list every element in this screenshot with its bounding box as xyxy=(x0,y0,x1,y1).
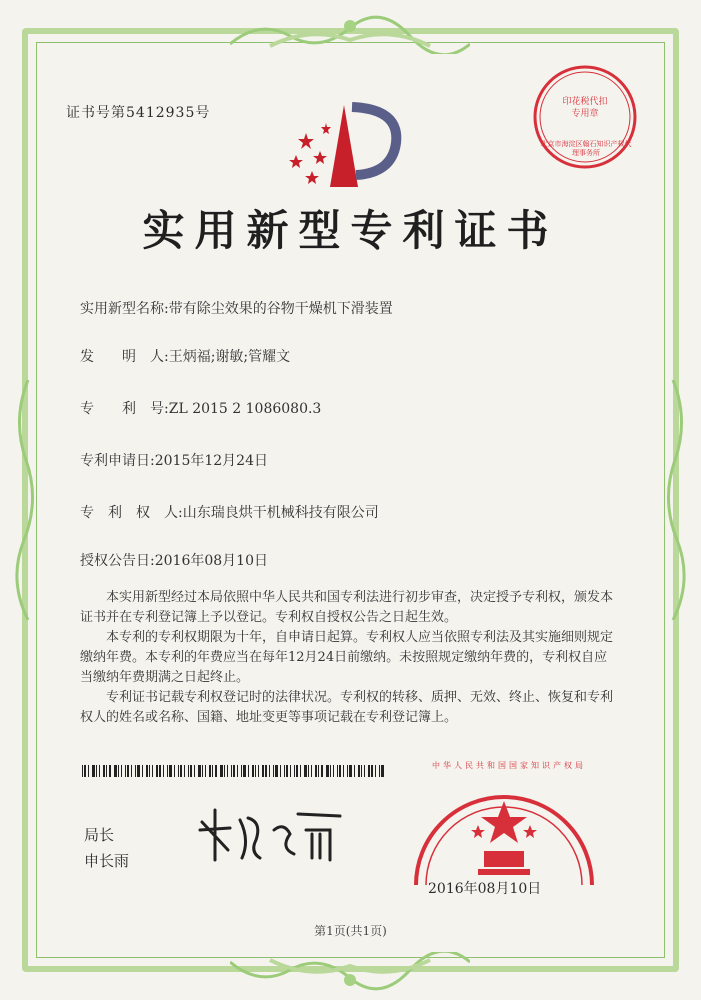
field-utility-model-name xyxy=(80,298,393,318)
field-label: 实用新型名称: xyxy=(80,301,169,317)
office-seal xyxy=(404,755,604,890)
barcode-bar xyxy=(364,765,365,777)
barcode-bar xyxy=(156,765,158,777)
barcode-bar xyxy=(227,765,228,777)
barcode-bar xyxy=(202,765,203,777)
barcode-bar xyxy=(280,765,281,777)
barcode-bar xyxy=(82,765,83,777)
barcode-bar xyxy=(194,765,195,777)
field-value: 王炳福;谢敏;管耀文 xyxy=(168,349,291,365)
barcode-bar xyxy=(349,765,352,777)
certificate-title: 实用新型专利证书 xyxy=(142,206,559,255)
barcode-bar xyxy=(296,765,298,777)
barcode-bar xyxy=(318,765,319,777)
field-label: 专 利 权 人: xyxy=(80,505,183,521)
barcode-bar xyxy=(262,765,264,777)
barcode-bar xyxy=(381,765,384,777)
field-value: 带有除尘效果的谷物干燥机下滑装置 xyxy=(168,301,393,317)
barcode-bar xyxy=(88,765,89,777)
barcode-bar xyxy=(159,765,161,777)
barcode-bar xyxy=(258,765,259,777)
barcode-bar xyxy=(209,765,211,777)
barcode-bar xyxy=(163,765,164,777)
barcode-bar xyxy=(184,765,185,777)
barcode-bar xyxy=(252,765,254,777)
barcode-bar xyxy=(304,765,307,777)
barcode-bar xyxy=(339,765,341,777)
barcode-bar xyxy=(300,765,301,777)
barcode-bar xyxy=(379,765,380,777)
barcode-bar xyxy=(180,765,182,777)
barcode-bar xyxy=(109,765,111,777)
barcode-bar xyxy=(146,765,148,777)
barcode-bar xyxy=(361,765,362,777)
field-grant-date xyxy=(80,550,268,570)
barcode-bar xyxy=(233,765,235,777)
field-value: ZL 2015 2 1086080.3 xyxy=(168,401,322,417)
left-ornament xyxy=(10,380,36,620)
field-application-date xyxy=(80,450,268,470)
field-patent-number xyxy=(80,398,321,418)
certificate-body xyxy=(80,588,620,728)
barcode xyxy=(82,765,392,777)
bottom-ornament xyxy=(230,952,470,992)
barcode-bar xyxy=(114,765,117,777)
barcode-bar xyxy=(315,765,317,777)
barcode-bar xyxy=(167,765,168,777)
barcode-bar xyxy=(273,765,274,777)
top-ornament xyxy=(230,14,470,54)
barcode-bar xyxy=(188,765,189,777)
right-ornament xyxy=(665,380,691,620)
body-paragraph-3: 专利证书记载专利权登记时的法律状况。专利权的转移、质押、无效、终止、恢复和专利权人的姓名或名称、国籍、地址变更等事项记载在专利登记簿上。 xyxy=(80,690,614,725)
barcode-bar xyxy=(255,765,256,777)
barcode-bar xyxy=(152,765,153,777)
barcode-bar xyxy=(347,765,348,777)
page-footer: 第1页(共1页) xyxy=(314,924,387,938)
body-paragraph-2: 本专利的专利权期限为十年，自申请日起算。专利权人应当依照专利法及其实施细则规定缴纳年费。本专利的年费应当在每年12月24日前缴纳。未按照规定缴纳年费的，专利权自应当缴纳年费期满之日起终止。 xyxy=(80,630,614,685)
barcode-bar xyxy=(121,765,122,777)
barcode-bar xyxy=(368,765,370,777)
barcode-bar xyxy=(269,765,270,777)
barcode-bar xyxy=(169,765,172,777)
barcode-bar xyxy=(142,765,143,777)
field-value: 2015年12月24日 xyxy=(154,453,268,469)
barcode-bar xyxy=(330,765,331,777)
barcode-bar xyxy=(294,765,295,777)
barcode-bar xyxy=(190,765,192,777)
barcode-bar xyxy=(337,765,338,777)
barcode-bar xyxy=(284,765,285,777)
field-label: 专 利 号: xyxy=(80,401,169,417)
barcode-bar xyxy=(375,765,376,777)
barcode-bar xyxy=(178,765,179,777)
barcode-bar xyxy=(205,765,206,777)
barcode-bar xyxy=(354,765,355,777)
field-patentee xyxy=(80,502,379,522)
barcode-bar xyxy=(237,765,238,777)
patent-office-logo xyxy=(282,95,402,195)
handwritten-signature xyxy=(190,800,350,870)
office-seal-text: 中华人民共和国国家知识产权局 xyxy=(432,761,586,770)
barcode-bar xyxy=(371,765,373,777)
barcode-bar xyxy=(137,765,140,777)
body-paragraph-1: 本实用新型经过本局依照中华人民共和国专利法进行初步审查，决定授予专利权，颁发本证书并在专利登记簿上予以登记。专利权自授权公告之日起生效。 xyxy=(80,590,614,625)
signature-name: 申长雨 xyxy=(84,852,130,870)
barcode-bar xyxy=(212,765,213,777)
barcode-bar xyxy=(127,765,129,777)
barcode-bar xyxy=(220,765,223,777)
barcode-bar xyxy=(308,765,309,777)
field-inventor xyxy=(80,346,290,366)
barcode-bar xyxy=(326,765,329,777)
barcode-bar xyxy=(215,765,217,777)
field-value: 山东瑞良烘干机械科技有限公司 xyxy=(182,505,379,521)
tax-seal-text: 印花税代扣专用章 xyxy=(562,97,608,119)
barcode-bar xyxy=(125,765,126,777)
barcode-bar xyxy=(311,765,312,777)
field-label: 专利申请日: xyxy=(80,453,155,469)
barcode-bar xyxy=(99,765,100,777)
barcode-bar xyxy=(174,765,175,777)
barcode-bar xyxy=(131,765,132,777)
barcode-bar xyxy=(84,765,86,777)
field-label: 发 明 人: xyxy=(80,349,169,365)
barcode-bar xyxy=(333,765,334,777)
barcode-bar xyxy=(321,765,323,777)
barcode-bar xyxy=(96,765,97,777)
barcode-bar xyxy=(198,765,201,777)
barcode-bar xyxy=(265,765,267,777)
signature-title: 局长 xyxy=(84,826,115,844)
barcode-bar xyxy=(92,765,95,777)
barcode-bar xyxy=(241,765,242,777)
barcode-bar xyxy=(343,765,344,777)
barcode-bar xyxy=(106,765,107,777)
barcode-bar xyxy=(275,765,278,777)
tax-seal-ring-text: 北京市海淀区翰石知识产权代理事务所 xyxy=(540,140,632,157)
barcode-bar xyxy=(103,765,105,777)
certificate-number: 证书号第5412935号 xyxy=(66,105,211,121)
field-value: 2016年08月10日 xyxy=(154,553,268,569)
barcode-bar xyxy=(286,765,288,777)
barcode-bar xyxy=(135,765,136,777)
barcode-bar xyxy=(224,765,225,777)
barcode-bar xyxy=(118,765,119,777)
barcode-bar xyxy=(248,765,249,777)
barcode-bar xyxy=(290,765,291,777)
issue-date: 2016年08月10日 xyxy=(428,881,542,897)
barcode-bar xyxy=(358,765,360,777)
barcode-bar xyxy=(243,765,246,777)
barcode-bar xyxy=(231,765,232,777)
field-label: 授权公告日: xyxy=(80,553,155,569)
barcode-bar xyxy=(149,765,150,777)
